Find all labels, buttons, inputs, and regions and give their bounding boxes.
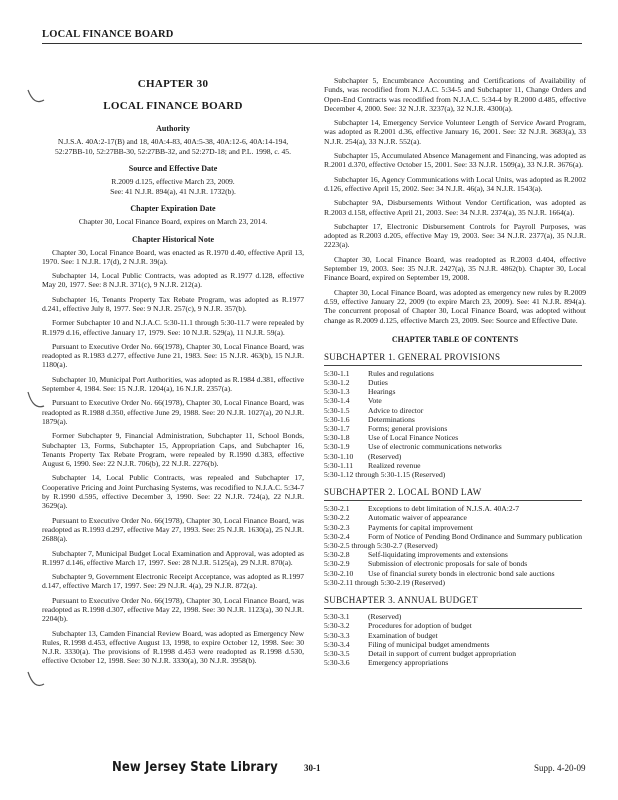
toc-section-title: Duties [368,378,388,388]
history-note: Subchapter 14, Local Public Contracts, was repealed and Subchapter 17, Cooperative Pricing and Joint Purchasing Systems, was recodified to N.J.A.C. 5:34-7 by R.1990 d.595, effective December 3, 1990. See: 22 N.J.R. 724(a), 22 N.J.R. 3629(a). [42,473,304,511]
toc-section-title: Forms; general provisions [368,424,448,434]
toc-entry [324,523,586,532]
toc-section-number: 5:30-2.1 [324,504,350,514]
history-note: Chapter 30, Local Finance Board, was enacted as R.1970 d.40, effective April 13, 1970. See: 1 N.J.R. 17(d), 2 N.J.R. 39(a). [42,247,304,266]
history-note: Subchapter 7, Municipal Budget Local Examination and Approval, was adopted as R.1997 d.146, effective March 17, 1997. See: 28 N.J.R. 5125(a), 29 N.J.R. 870(a). [42,548,304,567]
toc-section-number: 5:30-3.5 [324,648,350,658]
toc-entry [324,550,586,559]
right-column [324,76,586,667]
toc-section-number: 5:30-1.1 [324,368,350,378]
history-notes-right [324,76,586,325]
toc-section-number: 5:30-1.10 [324,451,354,461]
history-note: Subchapter 15, Accumulated Absence Management and Financing, was adopted as R.2001 d.370, effective October 15, 2001. See: 33 N.J.R. 1509(a), 33 N.J.R. 3676(a). [324,151,586,170]
toc-range: 5:30-1.12 through 5:30-1.15 (Reserved) [324,470,446,480]
source-line: R.2009 d.125, effective March 23, 2009. [111,177,235,186]
source-line: See: 41 N.J.R. 894(a), 41 N.J.R. 1732(b). [110,186,236,196]
source-heading: Source and Effective Date [128,164,218,173]
toc-section-number: 5:30-1.11 [324,460,354,470]
toc-section-title: Rules and regulations [368,368,434,378]
page-number: 30-1 [304,763,321,773]
history-note: Pursuant to Executive Order No. 66(1978), Chapter 30, Local Finance Board, was readopted as R.1988 d.350, effective June 29, 1988. See: 20 N.J.R. 1027(a), 20 N.J.R. 1879(a). [42,398,304,426]
toc-section-title: Realized revenue [368,460,421,470]
expiration-text: Chapter 30, Local Finance Board, expires on March 23, 2014. [78,217,268,226]
toc-entry [324,378,586,387]
toc-entry [324,631,586,640]
toc-section-title: Determinations [368,414,415,424]
left-column [42,76,304,671]
toc-section-number: 5:30-3.4 [324,639,350,649]
toc-section-number: 5:30-1.9 [324,442,350,452]
toc-section-number: 5:30-1.5 [324,405,350,415]
history-note: Subchapter 5, Encumbrance Accounting and Certifications of Availability of Funds, was recodified from N.J.A.C. 5:34-5 and Subchapter 11, Change Orders and Open-End Contracts was recodified from N.J.A.C. 5:34-4 by R.2000 d.485, effective December 4, 2000. See: 32 N.J.R. 3237(a), 32 N.J.R. 4300(a). [324,76,586,113]
library-watermark: New Jersey State Library [112,760,278,775]
toc-entry [324,640,586,649]
history-note: Subchapter 16, Tenants Property Tax Rebate Program, was adopted as R.1977 d.241, effective July 8, 1977. See: 9 N.J.R. 257(c), 9 N.J.R. 357(b). [42,294,304,313]
toc-section-number: 5:30-2.3 [324,522,350,532]
toc-section-title: Form of Notice of Pending Bond Ordinance and Summary publication [368,531,583,541]
toc-section-title: Use of Local Finance Notices [368,433,459,443]
subchapter-1-list [324,369,586,470]
toc-entry [324,452,586,461]
toc-section-title: Advice to director [368,405,424,415]
history-note: Subchapter 9A, Disbursements Without Vendor Certification, was adopted as R.2003 d.158, effective April 21, 2003. See: 34 N.J.R. 2374(a), 35 N.J.R. 1664(a). [324,198,586,217]
chapter-number: CHAPTER 30 [137,78,209,90]
toc-section-number: 5:30-1.3 [324,387,350,397]
toc-entry [324,415,586,424]
toc-section-title: Submission of electronic proposals for sale of bonds [368,559,528,569]
divider [324,365,582,366]
toc-section-title: (Reserved) [368,612,402,622]
toc-entry [324,369,586,378]
history-note: Subchapter 14, Local Public Contracts, was adopted as R.1977 d.128, effective May 20, 1977. See: 8 N.J.R. 371(c), 9 N.J.R. 212(a). [42,271,304,290]
history-note: Subchapter 13, Camden Financial Review Board, was adopted as Emergency New Rules, R.1998 d.453, effective August 13, 1998, to expire October 12, 1998. See: 30 N.J.R. 3330(a). The provisions of R.1998 d.453 were readopted as R.1998 d.530, effective October 12, 1998. See: 30 N.J.R. 3330(a), 30 N.J.R. 3958(b). [42,628,304,666]
toc-section-number: 5:30-2.9 [324,559,350,569]
toc-section-number: 5:30-2.10 [324,568,354,578]
history-note: Subchapter 9, Government Electronic Receipt Acceptance, was adopted as R.1997 d.147, effective March 17, 1997. See: 29 N.J.R. 4(a), 29 N.J.R. 872(a). [42,572,304,591]
history-heading: Chapter Historical Note [131,234,215,244]
toc-section-number: 5:30-3.1 [324,612,350,622]
toc-entry [324,442,586,451]
toc-entry [324,621,586,630]
toc-range: 5:30-2.11 through 5:30-2.19 (Reserved) [324,577,445,587]
toc-section-number: 5:30-1.6 [324,414,350,424]
toc-section-number: 5:30-3.6 [324,658,350,668]
chapter-title: LOCAL FINANCE BOARD [103,100,243,112]
toc-entry [324,433,586,442]
toc-section-title: Examination of budget [368,630,438,640]
toc-section-title: Hearings [368,387,396,397]
toc-section-title: Use of electronic communications networks [368,442,502,452]
subchapter-2-list [324,504,586,541]
toc-entry [324,406,586,415]
toc-entry [324,461,586,470]
history-note: Former Subchapter 10 and N.J.A.C. 5:30-11.1 through 5:30-11.7 were repealed by R.1979 d.16, effective January 17, 1979. See: 10 N.J.R. 529(a), 11 N.J.R. 59(a). [42,318,304,337]
divider [324,500,582,501]
history-note: Subchapter 17, Electronic Disbursement Controls for Payroll Purposes, was adopted as R.2003 d.205, effective May 19, 2003. See: 34 N.J.R. 2377(a), 35 N.J.R. 2223(a). [324,221,586,250]
history-note: Subchapter 16, Agency Communications with Local Units, was adopted as R.2002 d.126, effective April 15, 2002. See: 34 N.J.R. 46(a), 34 N.J.R. 1543(a). [324,174,586,193]
history-note: Pursuant to Executive Order No. 66(1978), Chapter 30, Local Finance Board, was readopted as R.1983 d.277, effective June 21, 1983. See: 15 N.J.R. 463(b), 15 N.J.R. 1180(a). [42,341,304,370]
toc-section-title: (Reserved) [368,451,402,461]
toc-section-title: Vote [368,396,382,406]
toc-entry [324,658,586,667]
toc-range: 5:30-2.5 through 5:30-2.7 (Reserved) [324,541,438,551]
toc-section-title: Self-liquidating improvements and extensions [368,550,508,560]
toc-section-number: 5:30-3.3 [324,630,350,640]
toc-title: CHAPTER TABLE OF CONTENTS [391,334,519,344]
subchapter-1-title: SUBCHAPTER 1. GENERAL PROVISIONS [324,351,501,362]
expiration-heading: Chapter Expiration Date [130,204,216,213]
toc-entry [324,569,586,578]
authority-text: N.J.S.A. 40A:2-17(B) and 18, 40A:4-83, 40A:5-38, 40A:12-6, 40A:14-194, 52:27BB-10, 52:27BB-30, 52:27BB-32, and 52:27D-18; and P.L. 1998, c. 45. [54,137,292,156]
toc-entry [324,559,586,568]
toc-section-number: 5:30-2.8 [324,550,350,560]
history-note: Chapter 30, Local Finance Board, was adopted as emergency new rules by R.2009 d.59, effective January 22, 2009 (to expire March 23, 2009). See: 41 N.J.R. 894(a). The concurrent proposal of Chapter 30, Local Finance Board, was adopted without change as R.2009 d.125, effective March 23, 2009. See: Source and Effective Date. [324,287,586,325]
toc-section-title: Detail in support of current budget appropriation [368,648,517,658]
toc-section-number: 5:30-1.8 [324,433,350,443]
toc-entry [324,504,586,513]
running-head: LOCAL FINANCE BOARD [42,29,582,44]
divider [324,608,582,609]
subchapter-2-list-continued [324,550,586,578]
toc-section-number: 5:30-1.4 [324,396,350,406]
history-notes-left [42,248,304,666]
toc-section-number: 5:30-2.4 [324,531,350,541]
subchapter-3-title: SUBCHAPTER 3. ANNUAL BUDGET [324,595,478,606]
supplement-date: Supp. 4-20-09 [534,763,586,773]
toc-entry [324,396,586,405]
subchapter-2-title: SUBCHAPTER 2. LOCAL BOND LAW [324,487,482,498]
toc-entry [324,532,586,541]
history-note: Subchapter 14, Emergency Service Volunteer Length of Service Award Program, was adopted as R.2001 d.36, effective January 16, 2001. See: 32 N.J.R. 3683(a), 33 N.J.R. 254(a), 33 N.J.R. 552(a). [324,118,586,146]
authority-heading: Authority [156,124,190,133]
toc-section-number: 5:30-2.2 [324,513,350,523]
toc-entry [324,513,586,522]
history-note: Former Subchapter 9, Financial Administration, Subchapter 11, School Bonds, Subchapter 13, Forms, Subchapter 15, Appropriation Caps, and Subchapter 16, Tenants Property Tax Rebate Program, were repealed by R.1990 d.383, effective August 6, 1990. See: 22 N.J.R. 706(b), 22 N.J.R. 2276(b). [42,431,304,469]
history-note: Chapter 30, Local Finance Board, was readopted as R.2003 d.404, effective September 19, 2003. See: 35 N.J.R. 2427(a), 35 N.J.R. 4862(b). Chapter 30, Local Finance Board, expired on September 19, 2008. [324,254,586,283]
history-note: Subchapter 10, Municipal Port Authorities, was adopted as R.1984 d.381, effective September 4, 1984. See: 15 N.J.R. 1204(a), 16 N.J.R. 2357(a). [42,374,304,394]
toc-section-number: 5:30-1.2 [324,378,350,388]
history-note: Pursuant to Executive Order No. 66(1978), Chapter 30, Local Finance Board, was readopted as R.1993 d.297, effective May 27, 1993. See: 25 N.J.R. 1630(a), 25 N.J.R. 2688(a). [42,515,304,544]
toc-section-title: Payments for capital improvement [368,522,473,532]
toc-section-number: 5:30-3.2 [324,621,350,631]
toc-section-title: Filing of municipal budget amendments [368,639,490,649]
toc-section-title: Emergency appropriations [368,658,449,668]
toc-section-title: Exceptions to debt limitation of N.J.S.A. 40A:2-7 [368,504,520,514]
toc-section-title: Automatic waiver of appearance [368,513,467,523]
toc-section-title: Use of financial surety bonds in electronic bond sale auctions [368,568,555,578]
toc-entry [324,649,586,658]
toc-section-number: 5:30-1.7 [324,424,350,434]
toc-entry [324,387,586,396]
subchapter-3-list [324,612,586,667]
toc-section-title: Procedures for adoption of budget [368,621,472,631]
toc-entry [324,612,586,621]
toc-entry [324,424,586,433]
history-note: Pursuant to Executive Order No. 66(1978), Chapter 30, Local Finance Board, was readopted as R.1998 d.307, effective May 22, 1998. See: 30 N.J.R. 1123(a), 30 N.J.R. 2204(b). [42,595,304,624]
